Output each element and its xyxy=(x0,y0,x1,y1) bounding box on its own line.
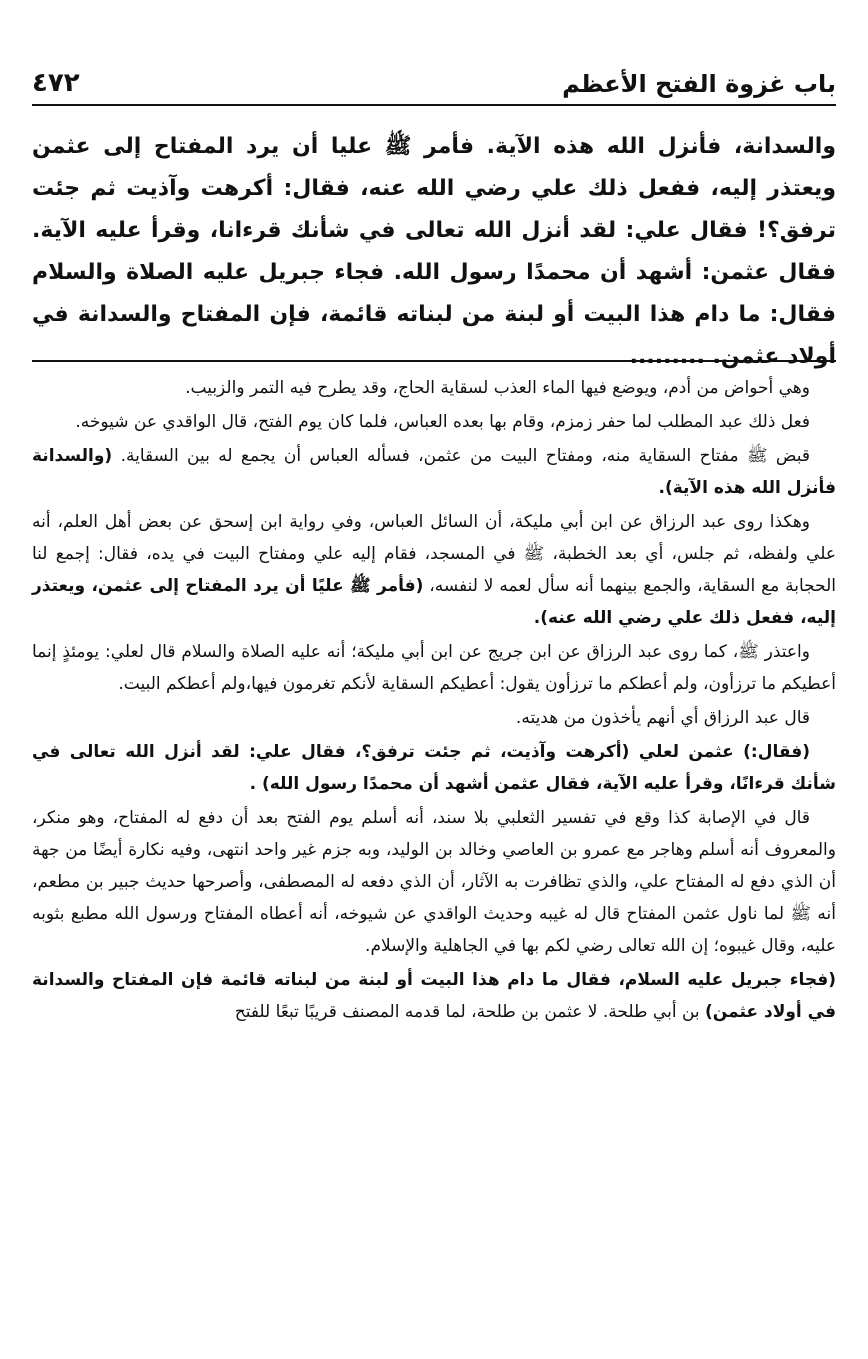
commentary-block xyxy=(32,372,836,1030)
page-header xyxy=(32,56,836,106)
page-number: ٤٧٢ xyxy=(32,68,80,98)
quoted-matn: (فجاء جبريل عليه السلام، فقال ما دام هذا البيت أو لبنة من لبناته قائمة فإن المفتاح والسدانة في أولاد عثمن) xyxy=(32,970,836,1022)
commentary-paragraph: قال عبد الرزاق أي أنهم يأخذون من هديته. xyxy=(515,708,810,728)
quoted-matn: (فأمر ﷺ عليًا أن يرد المفتاح إلى عثمن، ويعتذر إليه، ففعل ذلك علي رضي الله عنه). xyxy=(32,576,836,628)
commentary-paragraph: (فقال:) عثمن لعلي (أكرهت وآذيت، ثم جئت ترفق؟، فقال علي: لقد أنزل الله تعالى في شأنك قرءانًا، وقرأ عليه الآية، فقال عثمن أشهد أن محمدًا رسول الله) . xyxy=(32,742,836,794)
quoted-matn: (والسدانة فأنزل الله هذه الآية). xyxy=(32,446,836,498)
commentary-paragraph: وهكذا روى عبد الرزاق عن ابن أبي مليكة، أن السائل العباس، وفي رواية ابن إسحق عن بعض أهل العلم، أنه علي ولفظه، ثم جلس، أي بعد الخطبة، ﷺ في المسجد، فقام إليه علي ومفتاح البيت في يده، فقال: إجمع لنا الحجابة مع السقاية، والجمع بينهما أنه سأل لعمه لا لنفسه، (فأمر ﷺ عليًا أن يرد المفتاح إلى عثمن، ويعتذر إليه، ففعل ذلك علي رضي الله عنه). xyxy=(32,512,836,628)
commentary-paragraph: (فجاء جبريل عليه السلام، فقال ما دام هذا البيت أو لبنة من لبناته قائمة فإن المفتاح والسدانة في أولاد عثمن) بن أبي طلحة. لا عثمن بن طلحة، لما قدمه المصنف قريبًا تبعًا للفتح xyxy=(32,970,836,1022)
commentary-paragraph: قال في الإصابة كذا وقع في تفسير الثعلبي بلا سند، أنه أسلم يوم الفتح بعد أن دفع له المفتاح، وهو منكر، والمعروف أنه أسلم وهاجر مع عمرو بن العاصي وخالد بن الوليد، وبه جزم غير واحد انتهى، وفيه نكارة أيضًا من جهة أن الذي دفع له المفتاح علي، والذي تظافرت به الآثار، أن الذي دفعه له المصطفى، وأصرحها حديث جبير بن مطعم، أنه ﷺ لما ناول عثمن المفتاح قال له غيبه وحديث الواقدي عن شيوخه، أنه أعطاه المفتاح ورسول الله مطبع بثوبه عليه، وقال غيبوه؛ إن الله تعالى رضي لكم بها في الجاهلية والإسلام. xyxy=(32,808,836,956)
quoted-matn: (فقال:) xyxy=(743,742,810,762)
commentary-paragraph: واعتذر ﷺ، كما روى عبد الرزاق عن ابن جريج عن ابن أبي مليكة؛ أنه عليه الصلاة والسلام قال لعلي: يومئذٍ إنما أعطيكم ما ترزأون، ولم أعطكم ما ترزأون يقول: أعطيكم السقاية لأنكم تغرمون فيها،ولم أعطكم البيت. xyxy=(32,642,836,694)
section-divider xyxy=(32,360,836,362)
main-text-paragraph: والسدانة، فأنزل الله هذه الآية. فأمر ﷺ عليا أن يرد المفتاح إلى عثمن ويعتذر إليه، ففعل ذلك علي رضي الله عنه، فقال: أكرهت وآذيت ثم جئت ترفق؟! فقال علي: لقد أنزل الله تعالى في شأنك قرءانا، وقرأ عليه الآية. فقال عثمن: أشهد أن محمدًا رسول الله. فجاء جبريل عليه الصلاة والسلام فقال: ما دام هذا البيت أو لبنة من لبناته قائمة، فإن المفتاح والسدانة في أولاد عثمن. ......... xyxy=(32,134,836,369)
main-text-block xyxy=(32,126,836,378)
commentary-paragraph: قبض ﷺ مفتاح السقاية منه، ومفتاح البيت من عثمن، فسأله العباس أن يجمع له بين السقاية. (والسدانة فأنزل الله هذه الآية). xyxy=(32,446,836,498)
chapter-title: باب غزوة الفتح الأعظم xyxy=(562,70,836,98)
commentary-paragraph: فعل ذلك عبد المطلب لما حفر زمزم، وقام بها بعده العباس، فلما كان يوم الفتح، قال الواقدي عن شيوخه. xyxy=(75,412,810,432)
commentary-paragraph: وهي أحواض من أدم، ويوضع فيها الماء العذب لسقاية الحاج، وقد يطرح فيه التمر والزبيب. xyxy=(185,378,810,398)
